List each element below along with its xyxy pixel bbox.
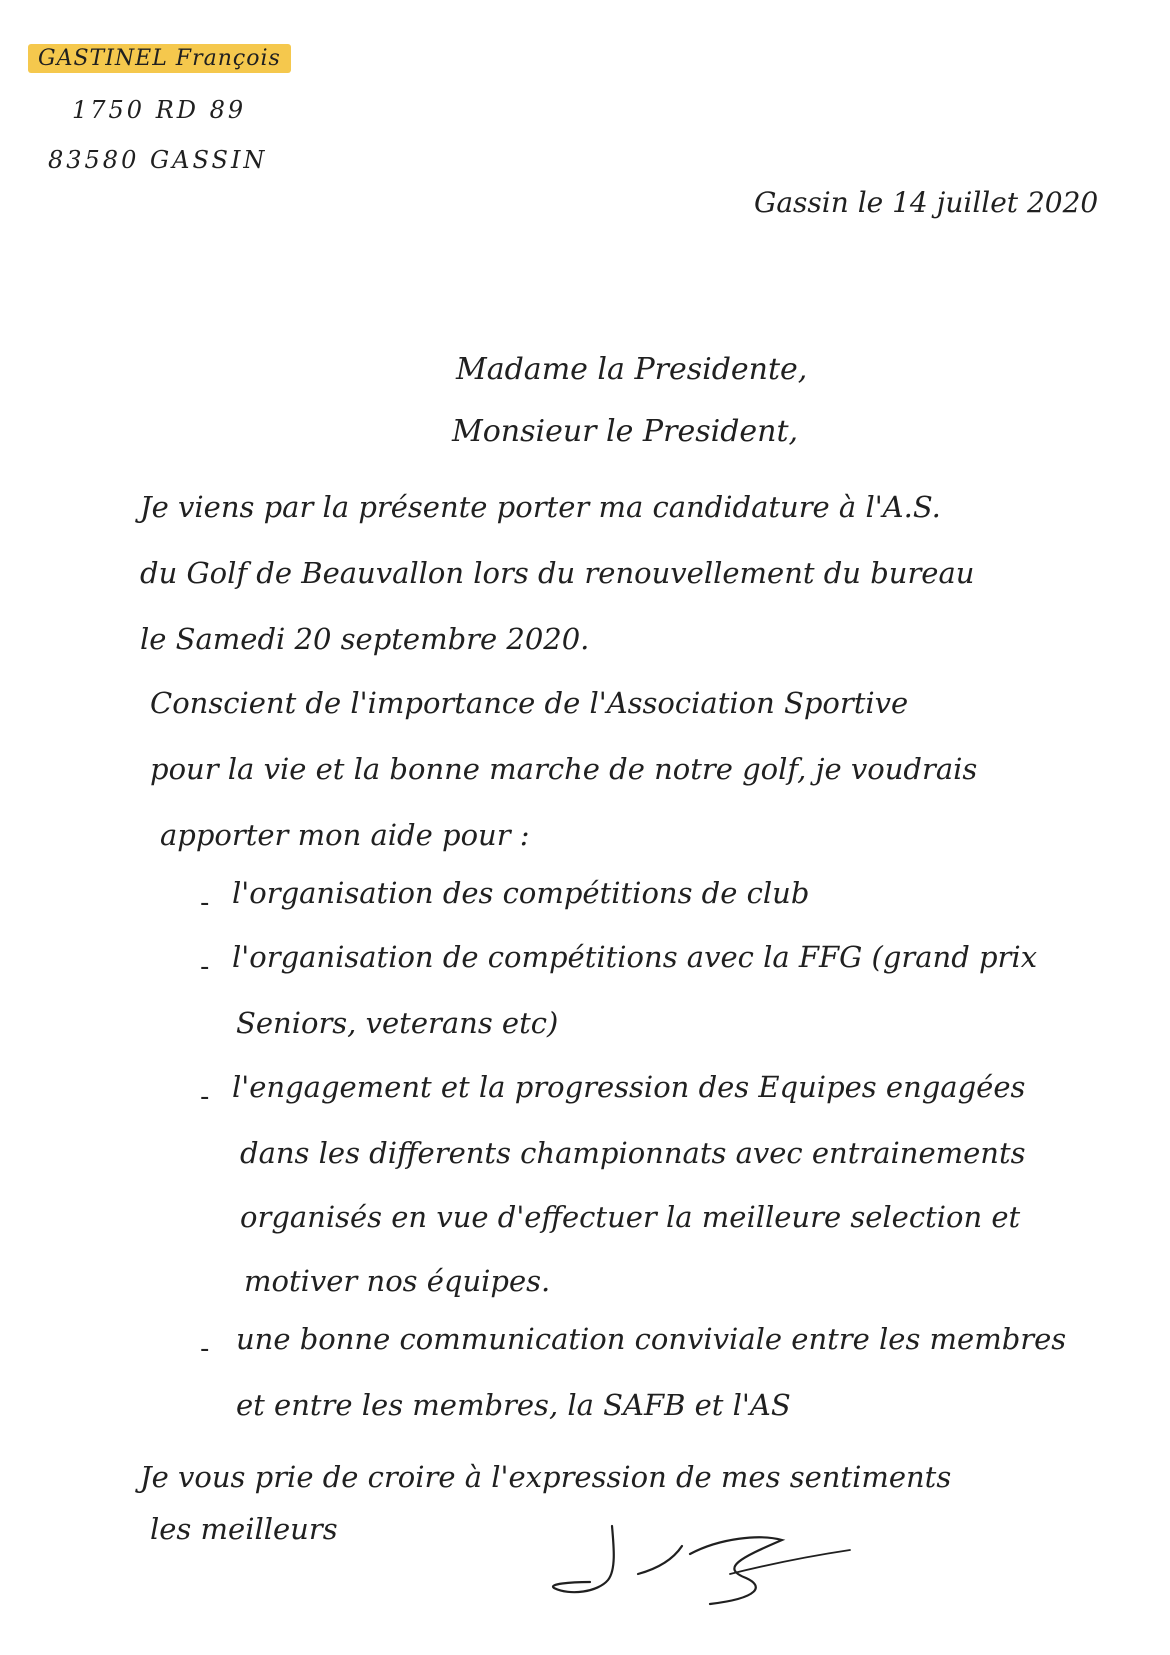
salutation-line1: Madame la Presidente, [456, 352, 808, 387]
bullet-line: motiver nos équipes. [244, 1264, 551, 1298]
bullet-dash: - [200, 888, 210, 918]
bullet-line: l'organisation de compétitions avec la FFG (grand prix [232, 940, 1038, 974]
sender-address-line2: 83580 GASSIN [48, 146, 268, 174]
bullet-line: organisés en vue d'effectuer la meilleure selection et [240, 1200, 1021, 1234]
body-line: apporter mon aide pour : [160, 818, 530, 852]
sender-name: GASTINEL François [28, 44, 291, 73]
bullet-dash: - [200, 952, 210, 982]
bullet-dash: - [200, 1334, 210, 1364]
bullet-line: dans les differents championnats avec entrainements [240, 1136, 1026, 1170]
sender-address-line1: 1750 RD 89 [72, 96, 247, 124]
closing-line: Je vous prie de croire à l'expression de mes sentiments [140, 1460, 952, 1494]
bullet-line: et entre les membres, la SAFB et l'AS [236, 1388, 791, 1422]
bullet-line: une bonne communication conviviale entre les membres [236, 1322, 1067, 1356]
body-line: Je viens par la présente porter ma candidature à l'A.S. [140, 490, 941, 524]
body-line: Conscient de l'importance de l'Association Sportive [150, 686, 909, 720]
bullet-dash: - [200, 1082, 210, 1112]
body-line: pour la vie et la bonne marche de notre golf, je voudrais [150, 752, 978, 786]
salutation-line2: Monsieur le President, [452, 414, 799, 449]
body-line: le Samedi 20 septembre 2020. [140, 622, 590, 656]
date-line: Gassin le 14 juillet 2020 [754, 186, 1099, 219]
signature-drawing [550, 1518, 870, 1608]
bullet-line: Seniors, veterans etc) [236, 1006, 559, 1040]
closing-line: les meilleurs [150, 1512, 338, 1546]
body-line: du Golf de Beauvallon lors du renouvellement du bureau [140, 556, 975, 590]
bullet-line: l'organisation des compétitions de club [232, 876, 810, 910]
bullet-line: l'engagement et la progression des Equipes engagées [232, 1070, 1026, 1104]
